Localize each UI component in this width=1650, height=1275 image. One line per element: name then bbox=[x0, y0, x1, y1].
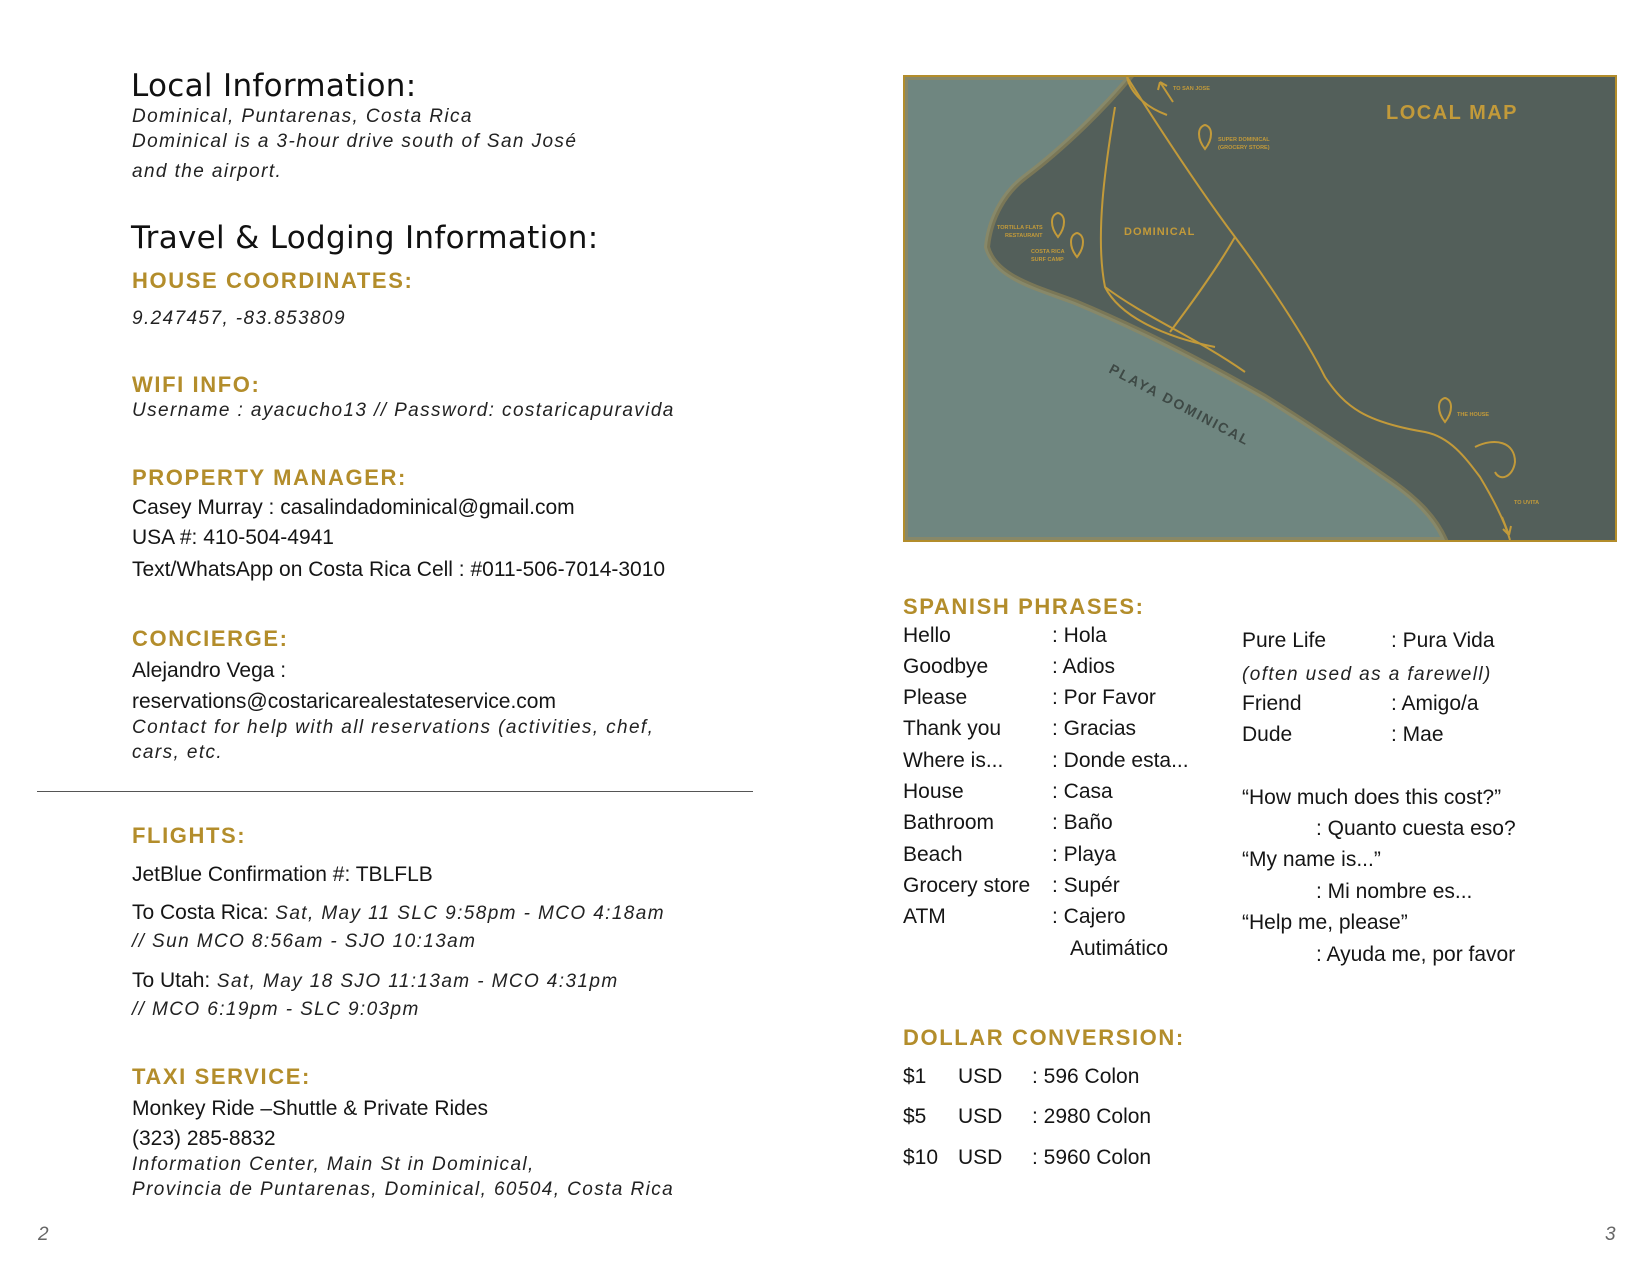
question-name: “My name is...” bbox=[1242, 848, 1381, 871]
taxi-name: Monkey Ride –Shuttle & Private Rides bbox=[132, 1097, 489, 1120]
local-drive-line2: and the airport. bbox=[132, 161, 283, 182]
property-manager-email: Casey Murray : casalindadominical@gmail.com bbox=[132, 496, 575, 519]
phrase-pure-life-en: Pure Life bbox=[1242, 629, 1327, 652]
phrase-es: : Playa bbox=[1052, 843, 1117, 866]
phrase-es: : Supér bbox=[1052, 874, 1120, 897]
property-manager-label: PROPERTY MANAGER: bbox=[132, 465, 407, 490]
pin-surf-camp bbox=[1071, 233, 1083, 257]
phrase-es: : Cajero bbox=[1052, 905, 1126, 928]
answer-name: : Mi nombre es... bbox=[1316, 880, 1473, 903]
phrase-pure-life-es: : Pura Vida bbox=[1391, 629, 1495, 652]
flight-to-utah-outbound: Sat, May 18 SJO 11:13am - MCO 4:31pm bbox=[210, 971, 619, 992]
property-manager-cr-phone: Text/WhatsApp on Costa Rica Cell : #011-506-7014-3010 bbox=[132, 558, 666, 581]
conversion-amount: $5 bbox=[903, 1105, 927, 1128]
conversion-currency: USD bbox=[958, 1146, 1003, 1169]
flight-to-costa-rica-connection: // Sun MCO 8:56am - SJO 10:13am bbox=[132, 931, 477, 952]
concierge-label: CONCIERGE: bbox=[132, 626, 289, 651]
dollar-conversion-table bbox=[903, 1065, 1303, 1195]
house-coordinates-label: HOUSE COORDINATES: bbox=[132, 268, 414, 293]
local-map-svg bbox=[905, 77, 1615, 540]
phrase-en: House bbox=[903, 780, 964, 803]
phrase-es: : Por Favor bbox=[1052, 686, 1156, 709]
page-number-left: 2 bbox=[38, 1224, 49, 1245]
taxi-address-line1: Information Center, Main St in Dominical, bbox=[132, 1154, 535, 1175]
conversion-currency: USD bbox=[958, 1105, 1003, 1128]
concierge-note-line1: Contact for help with all reservations (activities, chef, bbox=[132, 717, 655, 738]
phrase-en: Beach bbox=[903, 843, 963, 866]
map-label-playa-dominical: PLAYA DOMINICAL bbox=[1106, 360, 1254, 449]
flight-to-utah-connection: // MCO 6:19pm - SLC 9:03pm bbox=[132, 999, 420, 1020]
flight-to-costa-rica bbox=[132, 898, 665, 928]
answer-help: : Ayuda me, por favor bbox=[1316, 943, 1516, 966]
map-label-surf-camp: SURF CAMP bbox=[1031, 257, 1064, 263]
section-divider bbox=[37, 791, 753, 792]
phrase-pure-life-note: (often used as a farewell) bbox=[1242, 664, 1492, 685]
phrase-es: : Donde esta... bbox=[1052, 749, 1189, 772]
local-map bbox=[903, 75, 1617, 542]
phrase-en: Hello bbox=[903, 624, 951, 647]
map-label-grocery-store: (GROCERY STORE) bbox=[1218, 145, 1270, 151]
pin-tortilla-flats bbox=[1052, 213, 1064, 237]
phrase-en: Thank you bbox=[903, 717, 1002, 740]
arrow-to-san-jose bbox=[1158, 82, 1173, 102]
arrow-to-uvita bbox=[1502, 517, 1511, 535]
flight-confirmation: JetBlue Confirmation #: TBLFLB bbox=[132, 863, 433, 886]
phrase-en: Bathroom bbox=[903, 811, 995, 834]
map-label-to-uvita: TO UVITA bbox=[1514, 500, 1540, 506]
page-number-right: 3 bbox=[1605, 1224, 1616, 1245]
phrase-es: : Casa bbox=[1052, 780, 1113, 803]
local-info-heading: Local Information: bbox=[131, 68, 417, 104]
road-house-loop bbox=[1475, 442, 1515, 477]
phrase-en: Please bbox=[903, 686, 968, 709]
map-label-the-house: THE HOUSE bbox=[1457, 412, 1490, 418]
map-label-costa-rica: COSTA RICA bbox=[1031, 249, 1065, 255]
phrase-friend-es: : Amigo/a bbox=[1391, 692, 1479, 715]
conversion-currency: USD bbox=[958, 1065, 1003, 1088]
map-title: LOCAL MAP bbox=[1386, 102, 1519, 124]
wifi-info-label: WIFI INFO: bbox=[132, 372, 261, 397]
house-coordinates-value: 9.247457, -83.853809 bbox=[132, 308, 346, 329]
taxi-phone: (323) 285-8832 bbox=[132, 1127, 276, 1150]
phrase-dude-es: : Mae bbox=[1391, 723, 1444, 746]
phrase-friend-en: Friend bbox=[1242, 692, 1302, 715]
road-cross bbox=[1170, 237, 1235, 332]
pin-the-house bbox=[1439, 398, 1451, 422]
wifi-info-value: Username : ayacucho13 // Password: costaricapuravida bbox=[132, 400, 675, 421]
map-label-dominical: DOMINICAL bbox=[1124, 226, 1196, 238]
conversion-amount: $10 bbox=[903, 1146, 939, 1169]
map-label-to-san-jose: TO SAN JOSE bbox=[1173, 86, 1210, 92]
conversion-value: : 5960 Colon bbox=[1032, 1146, 1152, 1169]
map-label-super-dominical: SUPER DOMINICAL bbox=[1218, 137, 1270, 143]
flight-to-utah bbox=[132, 966, 619, 996]
map-label-restaurant: RESTAURANT bbox=[1005, 233, 1043, 239]
spanish-col1 bbox=[903, 624, 1223, 964]
flight-to-costa-rica-label: To Costa Rica: bbox=[132, 901, 269, 924]
travel-lodging-heading: Travel & Lodging Information: bbox=[131, 220, 599, 256]
phrase-en: ATM bbox=[903, 905, 946, 928]
question-help: “Help me, please” bbox=[1242, 911, 1408, 934]
phrase-en: Where is... bbox=[903, 749, 1004, 772]
concierge-note-line2: cars, etc. bbox=[132, 742, 224, 763]
taxi-service-label: TAXI SERVICE: bbox=[132, 1064, 311, 1089]
phrase-dude-en: Dude bbox=[1242, 723, 1293, 746]
concierge-name: Alejandro Vega : bbox=[132, 659, 287, 682]
phrase-es: : Adios bbox=[1052, 655, 1116, 678]
phrase-es: : Baño bbox=[1052, 811, 1113, 834]
phrase-en: Grocery store bbox=[903, 874, 1031, 897]
flight-to-costa-rica-outbound: Sat, May 11 SLC 9:58pm - MCO 4:18am bbox=[268, 903, 665, 924]
dollar-conversion-label: DOLLAR CONVERSION: bbox=[903, 1025, 1185, 1050]
map-label-tortilla-flats: TORTILLA FLATS bbox=[997, 225, 1043, 231]
taxi-address-line2: Provincia de Puntarenas, Dominical, 60504, Costa Rica bbox=[132, 1179, 675, 1200]
phrase-en: Goodbye bbox=[903, 655, 989, 678]
question-cost: “How much does this cost?” bbox=[1242, 786, 1502, 809]
answer-cost: : Quanto cuesta eso? bbox=[1316, 817, 1516, 840]
conversion-value: : 596 Colon bbox=[1032, 1065, 1140, 1088]
phrase-es: : Gracias bbox=[1052, 717, 1137, 740]
spanish-phrases-label: SPANISH PHRASES: bbox=[903, 594, 1145, 619]
phrase-es: : Hola bbox=[1052, 624, 1107, 647]
local-drive-line1: Dominical is a 3-hour drive south of San José bbox=[132, 131, 578, 152]
phrase-es-continued: Autimático bbox=[1070, 937, 1169, 960]
conversion-value: : 2980 Colon bbox=[1032, 1105, 1152, 1128]
map-sea bbox=[905, 77, 1445, 540]
local-location: Dominical, Puntarenas, Costa Rica bbox=[132, 106, 473, 127]
concierge-email: reservations@costaricarealestateservice.com bbox=[132, 690, 556, 713]
property-manager-usa-phone: USA #: 410-504-4941 bbox=[132, 526, 334, 549]
pin-super-dominical bbox=[1199, 125, 1211, 149]
conversion-amount: $1 bbox=[903, 1065, 927, 1088]
flight-to-utah-label: To Utah: bbox=[132, 969, 211, 992]
flights-label: FLIGHTS: bbox=[132, 823, 247, 848]
